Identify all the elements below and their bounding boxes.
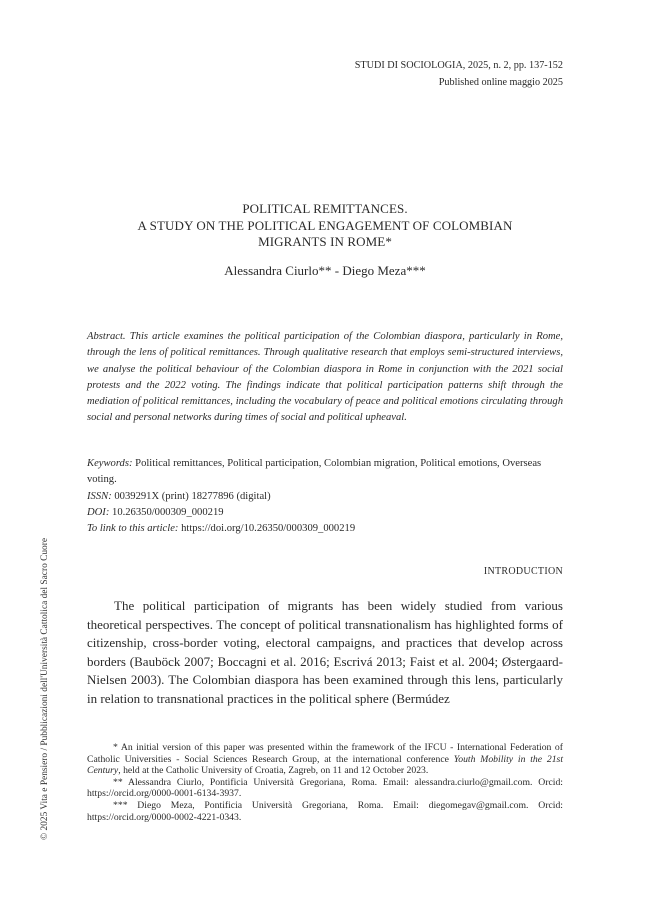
footnote-1-text: * An initial version of this paper was presented within the framework of the IFCU - International Federation of Catholic Universities - Social Sciences Research Group, at the international conference xyxy=(87,742,563,765)
title-line-1: POLITICAL REMITTANCES. xyxy=(242,201,408,216)
journal-header xyxy=(355,57,563,91)
issn-line xyxy=(87,489,565,505)
article-link[interactable]: https://doi.org/10.26350/000309_000219 xyxy=(181,523,356,535)
doi-line xyxy=(87,505,565,521)
issn-label: ISSN: xyxy=(87,490,112,502)
footnote-3: *** Diego Meza, Pontificia Università Gregoriana, Roma. Email: diegomegav@gmail.com. Orcid: https://orcid.org/0000-0002-4221-0343. xyxy=(87,799,563,823)
body-paragraph: The political participation of migrants has been widely studied from various theoretical perspectives. The concept of political transnationalism has highlighted forms of citizenship, cross-border voting, electoral campaigns, and practices that develop across borders (Bauböck 2007; Boccagni et al. 2016; Escrivá 2013; Faist et al. 2004; Østergaard-Nielsen 2003). The Colombian diaspora has been examined through this lens, particularly in relation to transnational practices in the political sphere (Bermúdez xyxy=(87,598,563,706)
title-line-2: A STUDY ON THE POLITICAL ENGAGEMENT OF COLOMBIAN xyxy=(137,217,513,233)
abstract-text: This article examines the political participation of the Colombian diaspora, particularly in Rome, through the lens of political remittances. Through qualitative research that employs semi-structured interviews, we analyse the political behaviour of the Colombian diaspora in Rome in conjunction with the 2021 social protests and the 2022 voting. The findings indicate that political participation patterns shift through the mediation of political remittances, including the vocabulary of peace and political emotions circulating through social and personal networks during times of social and political upheaval. xyxy=(87,331,563,424)
conference-title: Youth Mobility in the 21st Century xyxy=(87,753,564,777)
abstract-label: Abstract. xyxy=(87,331,126,342)
keywords-line xyxy=(87,456,565,489)
doi-label: DOI: xyxy=(87,506,110,518)
section-heading: INTRODUCTION xyxy=(483,566,563,577)
article-link-line xyxy=(87,521,565,537)
keywords: Political remittances, Political participation, Colombian migration, Political emotions, Overseas voting. xyxy=(87,458,542,486)
title-line-3: MIGRANTS IN ROME* xyxy=(258,234,392,249)
footnote-1 xyxy=(87,742,563,777)
keywords-label: Keywords: xyxy=(87,458,133,469)
published-date: Published online maggio 2025 xyxy=(438,77,563,88)
footnote-1-tail: , held at the Catholic University of Croatia, Zagreb, on 11 and 12 October 2023. xyxy=(118,765,429,777)
footnotes xyxy=(87,742,563,823)
journal-citation: STUDI DI SOCIOLOGIA, 2025, n. 2, pp. 137-152 xyxy=(354,60,563,71)
copyright-notice: © 2025 Vita e Pensiero / Pubblicazioni dell'Università Cattolica del Sacro Cuore xyxy=(40,537,50,840)
article-title xyxy=(0,201,650,251)
article-metadata xyxy=(87,456,565,537)
footnote-2: ** Alessandra Ciurlo, Pontificia Università Gregoriana, Roma. Email: alessandra.ciurlo@gmail.com. Orcid: https://orcid.org/0000-0001-6134-3937. xyxy=(87,776,563,800)
article-link-label: To link to this article: xyxy=(87,523,179,535)
abstract xyxy=(87,329,563,427)
issn: 0039291X (print) 18277896 (digital) xyxy=(114,490,271,502)
authors: Alessandra Ciurlo** - Diego Meza*** xyxy=(224,263,426,278)
doi: 10.26350/000309_000219 xyxy=(112,506,224,518)
